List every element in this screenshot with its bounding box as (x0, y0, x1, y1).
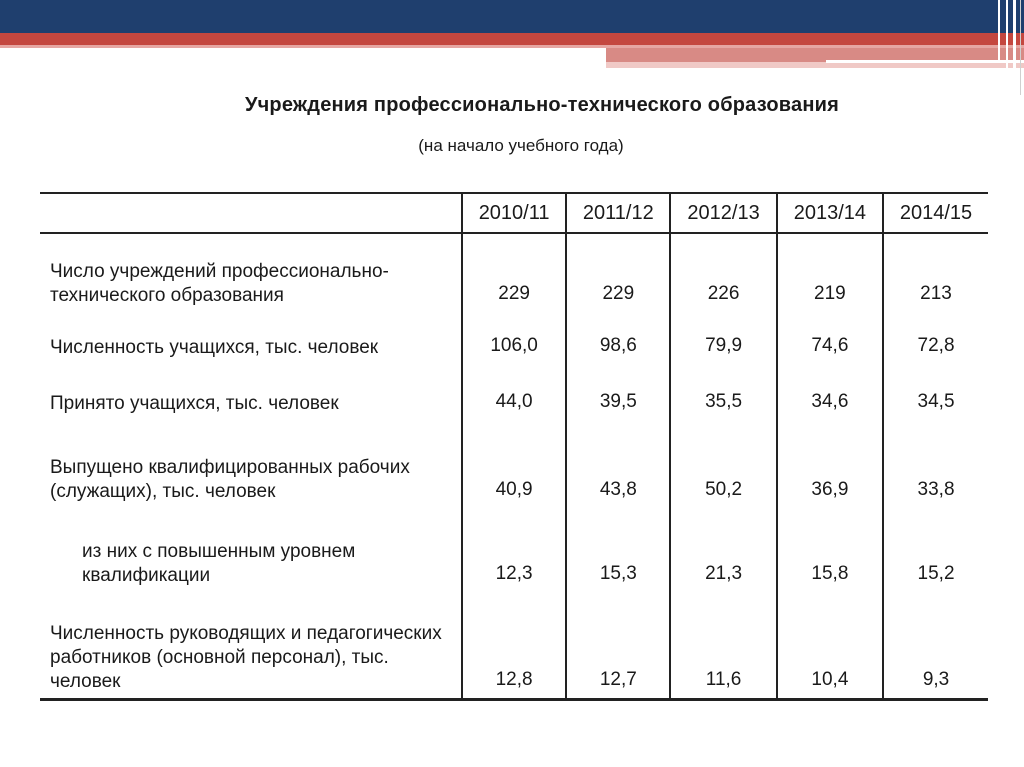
table-cell: 36,9 (777, 420, 883, 508)
table-row (40, 592, 988, 700)
row-label: Принято учащихся, тыс. человек (50, 393, 339, 414)
header-cell-empty (40, 193, 462, 233)
page-subtitle: (на начало учебного года) (418, 136, 624, 155)
header-band-thin (826, 60, 1024, 63)
table-header-row (40, 193, 988, 233)
header-cell-year: 2011/12 (566, 193, 670, 233)
table-cell: 229 (462, 233, 566, 312)
table-cell: 12,3 (462, 508, 566, 592)
table-cell: 106,0 (462, 312, 566, 364)
header-band-red (0, 33, 1024, 45)
table-row (40, 508, 988, 592)
table-cell: 11,6 (670, 592, 776, 700)
table-cell: 15,8 (777, 508, 883, 592)
table-row (40, 364, 988, 420)
table-cell: 34,5 (883, 364, 988, 420)
header-cell-year: 2012/13 (670, 193, 776, 233)
table-cell: 21,3 (670, 508, 776, 592)
header-stripe (1020, 0, 1021, 95)
table-cell: 74,6 (777, 312, 883, 364)
header-cell-year: 2010/11 (462, 193, 566, 233)
table-cell: 98,6 (566, 312, 670, 364)
table-cell: 12,7 (566, 592, 670, 700)
header-stripe (998, 0, 1000, 60)
table-cell: 15,3 (566, 508, 670, 592)
header-cell-year: 2014/15 (883, 193, 988, 233)
table-cell: 213 (883, 233, 988, 312)
header-band-navy (0, 0, 1024, 33)
table-row (40, 233, 988, 312)
table-cell: 44,0 (462, 364, 566, 420)
table-cell: 10,4 (777, 592, 883, 700)
table-cell: 15,2 (883, 508, 988, 592)
table-cell: 72,8 (883, 312, 988, 364)
table-cell: 40,9 (462, 420, 566, 508)
table-cell: 79,9 (670, 312, 776, 364)
table-cell: 34,6 (777, 364, 883, 420)
table-cell: 50,2 (670, 420, 776, 508)
row-label: Численность руководящих и педагогических работников (основной персонал), тыс. человек (50, 623, 442, 692)
table-cell: 12,8 (462, 592, 566, 700)
page-title: Учреждения профессионально-технического образования (244, 94, 840, 116)
statistics-table (40, 192, 988, 701)
table-cell: 229 (566, 233, 670, 312)
table-row (40, 312, 988, 364)
header-stripe (1013, 0, 1016, 80)
table-cell: 33,8 (883, 420, 988, 508)
row-label: Число учреждений профессионально-технического образования (50, 261, 389, 306)
row-label: Выпущено квалифицированных рабочих (служащих), тыс. человек (50, 457, 410, 502)
table-row (40, 420, 988, 508)
table-cell: 35,5 (670, 364, 776, 420)
table-cell: 219 (777, 233, 883, 312)
table-cell: 43,8 (566, 420, 670, 508)
header-cell-year: 2013/14 (777, 193, 883, 233)
row-label: Численность учащихся, тыс. человек (50, 337, 379, 358)
table-cell: 39,5 (566, 364, 670, 420)
table-cell: 9,3 (883, 592, 988, 700)
row-label: из них с повышенным уровнем квалификации (82, 541, 356, 586)
table-cell: 226 (670, 233, 776, 312)
header-stripe (1006, 0, 1008, 70)
